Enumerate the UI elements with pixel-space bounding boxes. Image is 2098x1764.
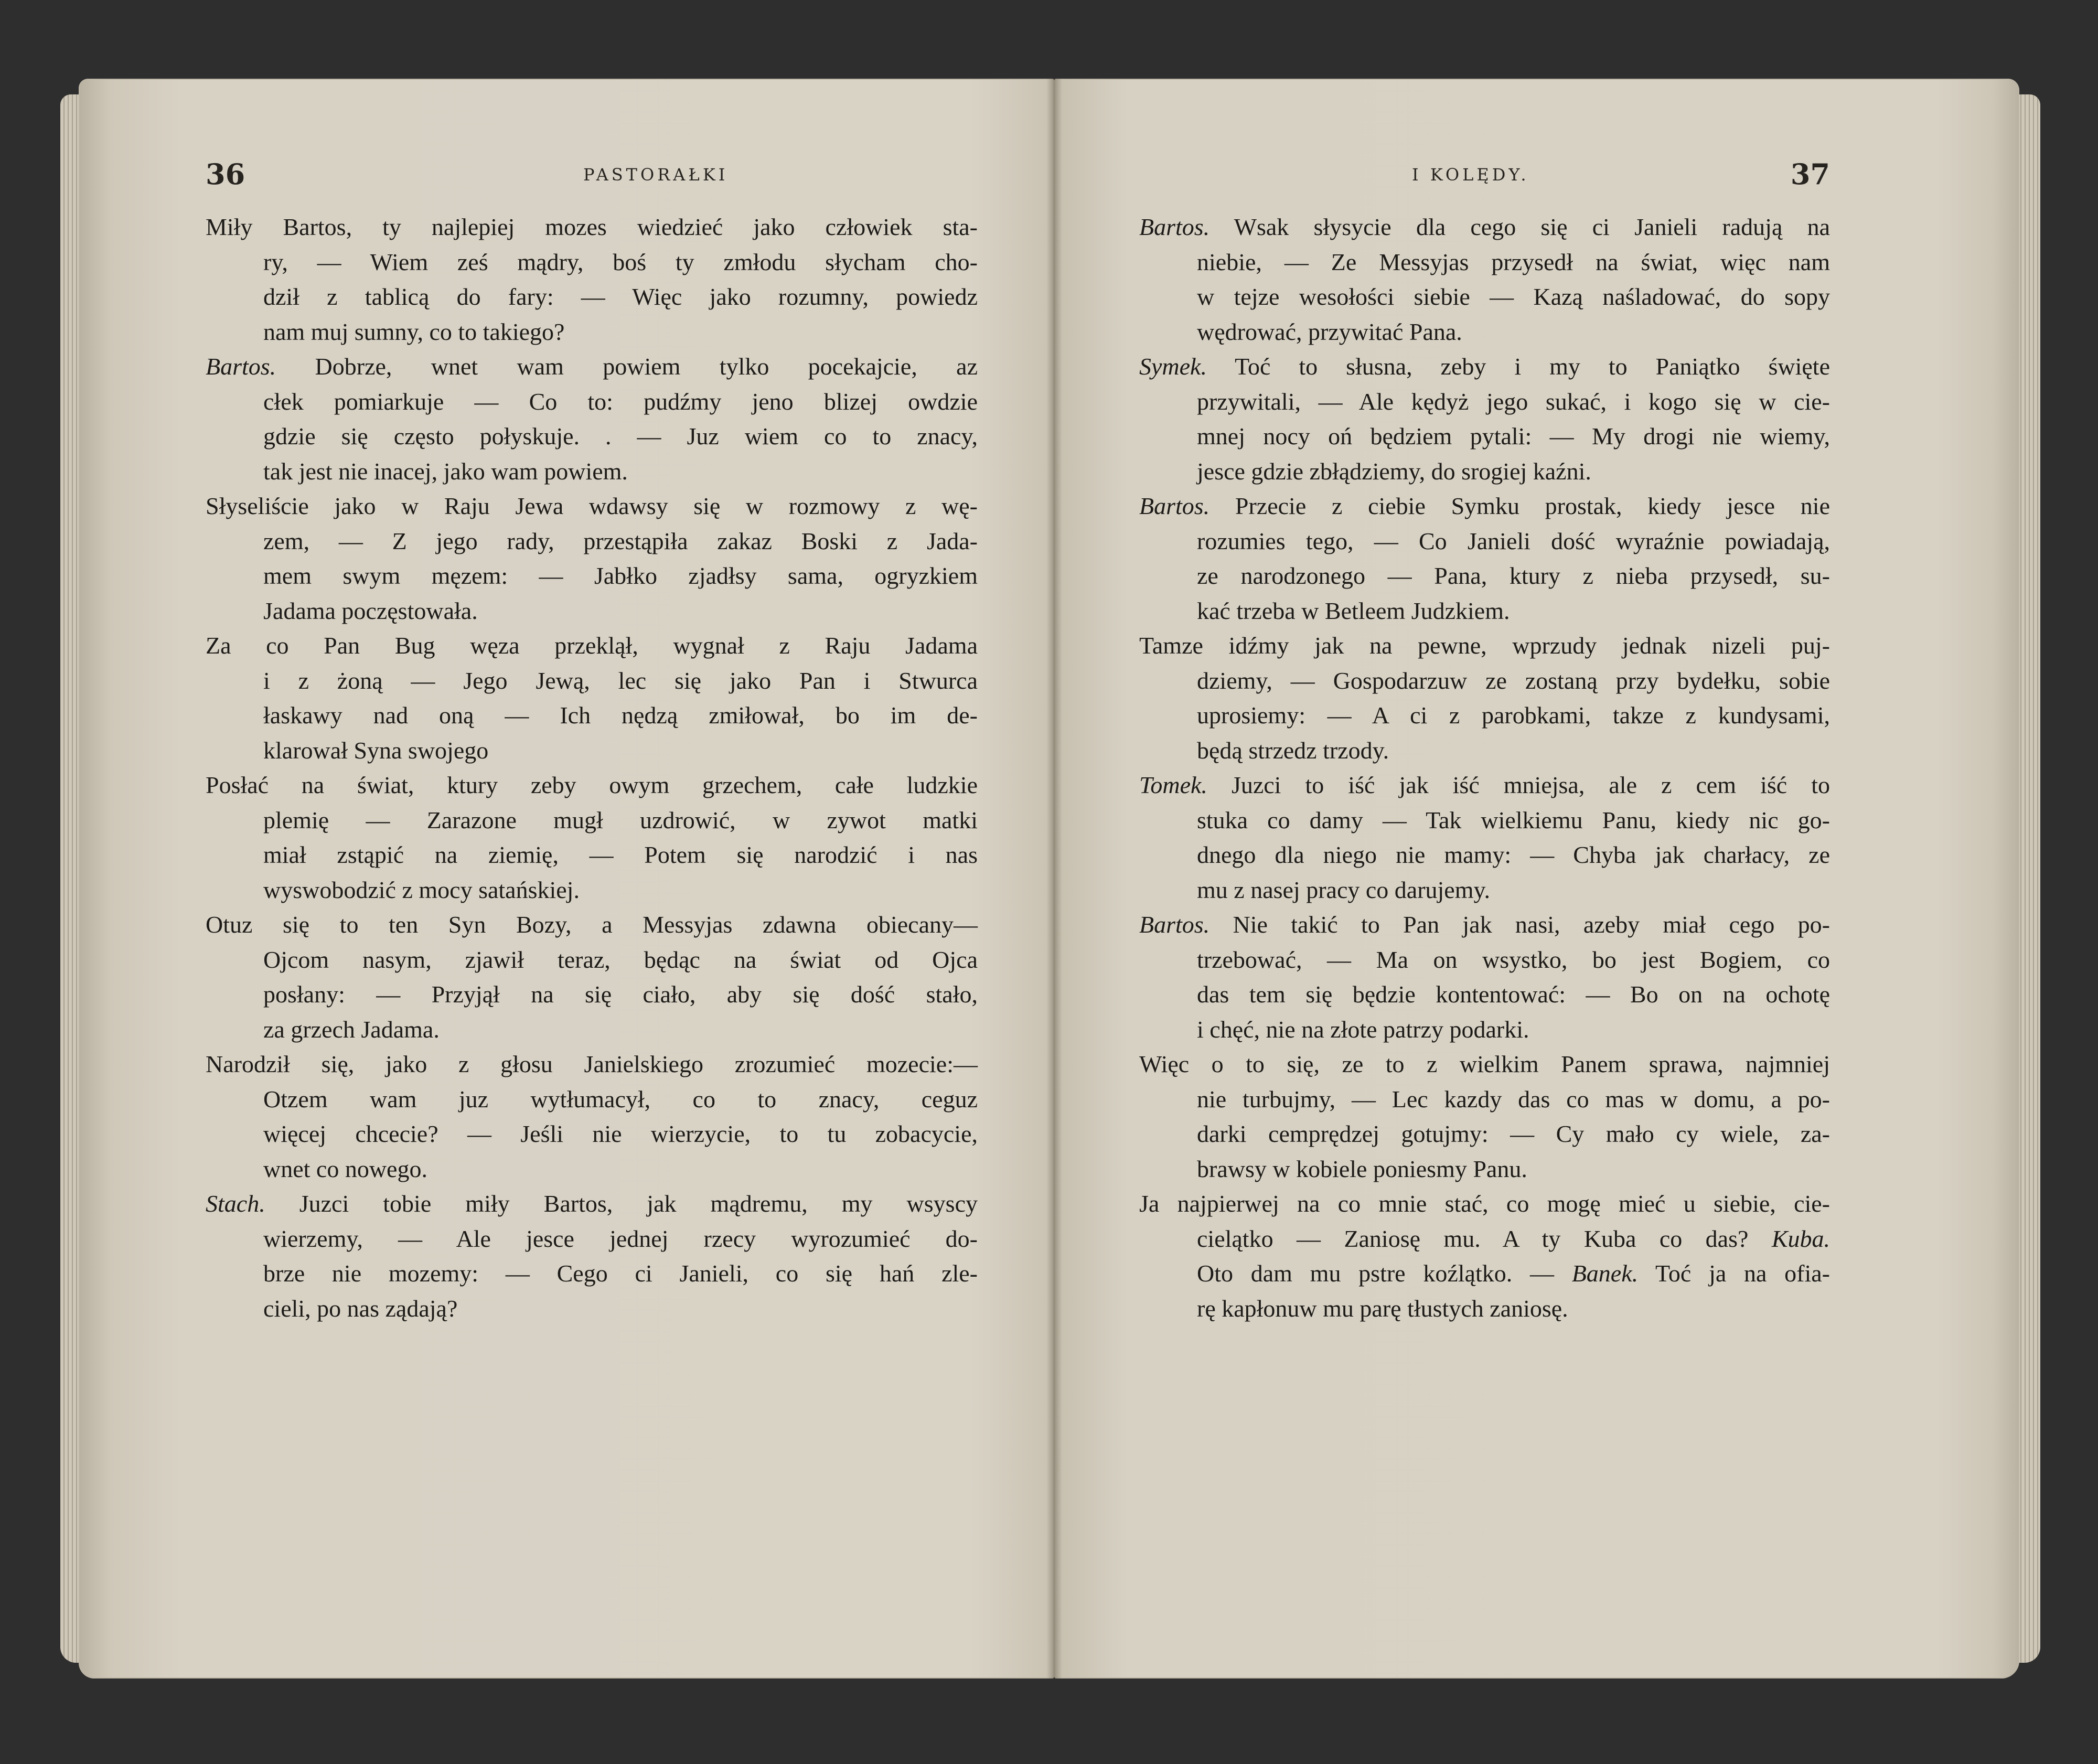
text-line (1139, 559, 1830, 594)
line-text: mem swym męzem: — Jabłko zjadłsy sama, ogryzkiem (263, 562, 978, 589)
text-line (1139, 280, 1830, 315)
line-text: wyswobodzić z mocy satańskiej. (263, 876, 580, 903)
text-line (206, 873, 978, 908)
line-text: dził z tablicą do fary: — Więc jako rozumny, powiedz (263, 283, 978, 310)
line-text: Miły Bartos, ty najlepiej mozes wiedzieć jako człowiek sta- (206, 213, 978, 240)
line-text: za grzech Jadama. (263, 1015, 440, 1043)
line-text: wierzemy, — Ale jesce jednej rzecy wyrozumieć do- (263, 1225, 978, 1252)
book-gutter (1046, 79, 1062, 1679)
text-line (206, 698, 978, 733)
line-text: Za co Pan Bug węza przeklął, wygnał z Raju Jadama (206, 632, 978, 659)
text-line (206, 1291, 978, 1327)
line-text: w tejze wesołości siebie — Kazą naśladować, do sopy (1197, 283, 1830, 310)
text-line (1139, 873, 1830, 908)
line-text: Więc o to się, ze to z wielkim Panem sprawa, najmniej (1139, 1051, 1830, 1077)
text-line (206, 768, 978, 803)
speaker-name: Kuba. (1748, 1225, 1831, 1252)
line-text: uprosiemy: — A ci z parobkami, takze z kundysami, (1197, 702, 1830, 729)
line-text: zem, — Z jego rady, przestąpiła zakaz Boski z Jada- (263, 527, 978, 554)
text-line (1139, 454, 1830, 489)
running-head-title: I KOLĘDY. (1412, 165, 1529, 185)
line-text: miał zstąpić na ziemię, — Potem się narodzić i nas (263, 841, 978, 868)
text-line (206, 559, 978, 594)
text-line (206, 1082, 978, 1117)
line-text: Posłać na świat, ktury zeby owym grzechem, całe ludzkie (206, 772, 978, 798)
text-line (206, 733, 978, 768)
line-text: Otuz się to ten Syn Bozy, a Messyjas zdawna obiecany— (206, 911, 978, 938)
text-line (206, 1222, 978, 1257)
text-line (1139, 838, 1830, 873)
text-line (206, 594, 978, 629)
line-text: Jadama poczęstowała. (263, 597, 478, 624)
text-line (206, 1186, 978, 1222)
text-line (206, 454, 978, 489)
text-line (206, 349, 978, 384)
line-text: ry, — Wiem ześ mądry, boś ty zmłodu słycham cho- (263, 248, 978, 275)
text-line (206, 419, 978, 454)
line-text: Ojcom nasym, zjawił teraz, będąc na świat od Ojca (263, 946, 978, 973)
text-line (1139, 907, 1830, 943)
text-line (1139, 1012, 1830, 1047)
text-line (1139, 1152, 1830, 1187)
line-text: rozumies tego, — Co Janieli dość wyraźnie powiadają, (1197, 527, 1830, 554)
line-text: Narodził się, jako z głosu Janielskiego zrozumieć mozecie:— (206, 1051, 978, 1077)
speaker-name: Bartos. (206, 353, 276, 380)
text-line (206, 628, 978, 664)
line-text: klarował Syna swojego (263, 736, 489, 764)
line-text: Przecie z ciebie Symku prostak, kiedy jesce nie (1209, 493, 1830, 519)
text-line (1139, 943, 1830, 978)
line-text: dnego dla niego nie mamy: — Chyba jak charłacy, ze (1197, 841, 1830, 868)
text-line (1139, 1047, 1830, 1082)
text-line (1139, 594, 1830, 629)
running-head-title: PASTORAŁKI (583, 165, 729, 185)
line-text: nie turbujmy, — Lec kazdy das co mas w domu, a po- (1197, 1085, 1830, 1113)
speaker-name: Symek. (1139, 353, 1207, 380)
line-text: Toć ja na ofia- (1638, 1260, 1830, 1287)
line-text: tak jest nie inacej, jako wam powiem. (263, 457, 628, 485)
text-line (1139, 977, 1830, 1012)
line-text: Otzem wam juz wytłumacył, co to znacy, ceguz (263, 1085, 978, 1113)
line-text: plemię — Zarazone mugł uzdrowić, w zywot matki (263, 806, 978, 833)
speaker-name: Bartos. (1139, 493, 1210, 519)
text-line (206, 1012, 978, 1047)
right-running-head (1139, 157, 1830, 205)
text-line (1139, 489, 1830, 524)
text-line (1139, 768, 1830, 803)
text-line (206, 803, 978, 838)
line-text: nam muj sumny, co to takiego? (263, 318, 565, 345)
text-line (1139, 315, 1830, 350)
text-line (1139, 1082, 1830, 1117)
text-line (1139, 1117, 1830, 1152)
text-line (1139, 419, 1830, 454)
text-line (1139, 803, 1830, 838)
text-line (1139, 245, 1830, 280)
line-text: darki cemprędzej gotujmy: — Cy mało cy wiele, za- (1197, 1120, 1830, 1147)
text-line (1139, 628, 1830, 664)
text-line (1139, 664, 1830, 699)
text-line (206, 838, 978, 873)
line-text: Juzci to iść jak iść mniejsa, ale z cem iść to (1207, 772, 1830, 798)
speaker-name: Tomek. (1139, 772, 1207, 798)
text-line (206, 245, 978, 280)
text-line (206, 524, 978, 559)
line-text: i chęć, nie na złote patrzy podarki. (1197, 1015, 1529, 1043)
line-text: jesce gdzie zbłądziemy, do srogiej kaźni. (1197, 457, 1591, 485)
text-line (1139, 210, 1830, 245)
line-text: mu z nasej pracy co darujemy. (1197, 876, 1491, 903)
line-text: Nie takić to Pan jak nasi, azeby miał cego po- (1209, 911, 1830, 938)
text-line (206, 907, 978, 943)
line-text: brze nie mozemy: — Cego ci Janieli, co się hań zle- (263, 1260, 978, 1287)
line-text: niebie, — Ze Messyjas przysedł na świat, więc nam (1197, 248, 1830, 275)
text-line (206, 664, 978, 699)
text-line (1139, 1256, 1830, 1291)
line-text: będą strzedz trzody. (1197, 736, 1389, 764)
line-text: dziemy, — Gospodarzuw ze zostaną przy bydełku, sobie (1197, 667, 1830, 694)
text-line (1139, 384, 1830, 420)
text-line (1139, 1291, 1830, 1327)
text-line (1139, 1222, 1830, 1257)
speaker-name: Stach. (206, 1190, 265, 1217)
line-text: rę kapłonuw mu parę tłustych zaniosę. (1197, 1295, 1568, 1322)
text-line (206, 1152, 978, 1187)
line-text: cielątko — Zaniosę mu. A ty Kuba co das? (1197, 1225, 1749, 1252)
line-text: das tem się będzie kontentować: — Bo on na ochotę (1197, 981, 1830, 1008)
text-line (206, 280, 978, 315)
line-text: i z żoną — Jego Jewą, lec się jako Pan i Stwurca (263, 667, 978, 694)
right-page-text (1139, 210, 1830, 1326)
text-line (206, 1256, 978, 1291)
speaker-name: Bartos. (1139, 911, 1210, 938)
text-line (206, 210, 978, 245)
line-text: brawsy w kobiele poniesmy Panu. (1197, 1155, 1527, 1182)
page-number: 37 (1790, 157, 1830, 191)
text-line (1139, 349, 1830, 384)
line-text: gdzie się często połyskuje. . — Juz wiem co to znacy, (263, 423, 978, 450)
text-line (206, 977, 978, 1012)
line-text: wnet co nowego. (263, 1155, 427, 1182)
line-text: mnej nocy oń będziem pytali: — My drogi nie wiemy, (1197, 423, 1830, 450)
line-text: cieli, po nas ządają? (263, 1295, 458, 1322)
line-text: więcej chcecie? — Jeśli nie wierzycie, to tu zobacycie, (263, 1120, 978, 1147)
line-text: Oto dam mu pstre koźlątko. — (1197, 1260, 1554, 1287)
left-running-head (206, 157, 978, 205)
line-text: ze narodzonego — Pana, ktury z nieba przysedł, su- (1197, 562, 1830, 589)
line-text: przywitali, — Ale kędyż jego sukać, i kogo się w cie- (1197, 388, 1830, 415)
text-line (1139, 733, 1830, 768)
line-text: Tamze idźmy jak na pewne, wprzudy jednak nizeli puj- (1139, 632, 1830, 659)
text-line (206, 1047, 978, 1082)
line-text: Słyseliście jako w Raju Jewa wdawsy się w rozmowy z wę- (206, 493, 978, 519)
left-page-text (206, 210, 978, 1326)
line-text: kać trzeba w Betleem Judzkiem. (1197, 597, 1510, 624)
line-text: Dobrze, wnet wam powiem tylko pocekajcie, az (276, 353, 978, 380)
text-line (206, 315, 978, 350)
text-line (206, 1117, 978, 1152)
speaker-name: Bartos. (1139, 213, 1210, 240)
page-number: 36 (206, 157, 245, 191)
text-line (1139, 698, 1830, 733)
text-line (206, 943, 978, 978)
speaker-name: Banek. (1554, 1260, 1639, 1287)
line-text: posłany: — Przyjął na się ciało, aby się dość stało, (263, 981, 978, 1008)
line-text: Juzci tobie miły Bartos, jak mądremu, my wsyscy (265, 1190, 978, 1217)
line-text: Toć to słusna, zeby i my to Paniątko święte (1206, 353, 1830, 380)
text-line (1139, 524, 1830, 559)
text-line (206, 489, 978, 524)
line-text: stuka co damy — Tak wielkiemu Panu, kiedy nic go- (1197, 806, 1830, 833)
text-line (1139, 1186, 1830, 1222)
line-text: łaskawy nad oną — Ich nędzą zmiłował, bo im de- (263, 702, 978, 729)
line-text: cłek pomiarkuje — Co to: pudźmy jeno blizej owdzie (263, 388, 978, 415)
line-text: wędrować, przywitać Pana. (1197, 318, 1462, 345)
line-text: Ja najpierwej na co mnie stać, co mogę mieć u siebie, cie- (1139, 1190, 1830, 1217)
line-text: trzebować, — Ma on wsystko, bo jest Bogiem, co (1197, 946, 1830, 973)
line-text: Wsak słysycie dla cego się ci Janieli radują na (1209, 213, 1830, 240)
text-line (206, 384, 978, 420)
